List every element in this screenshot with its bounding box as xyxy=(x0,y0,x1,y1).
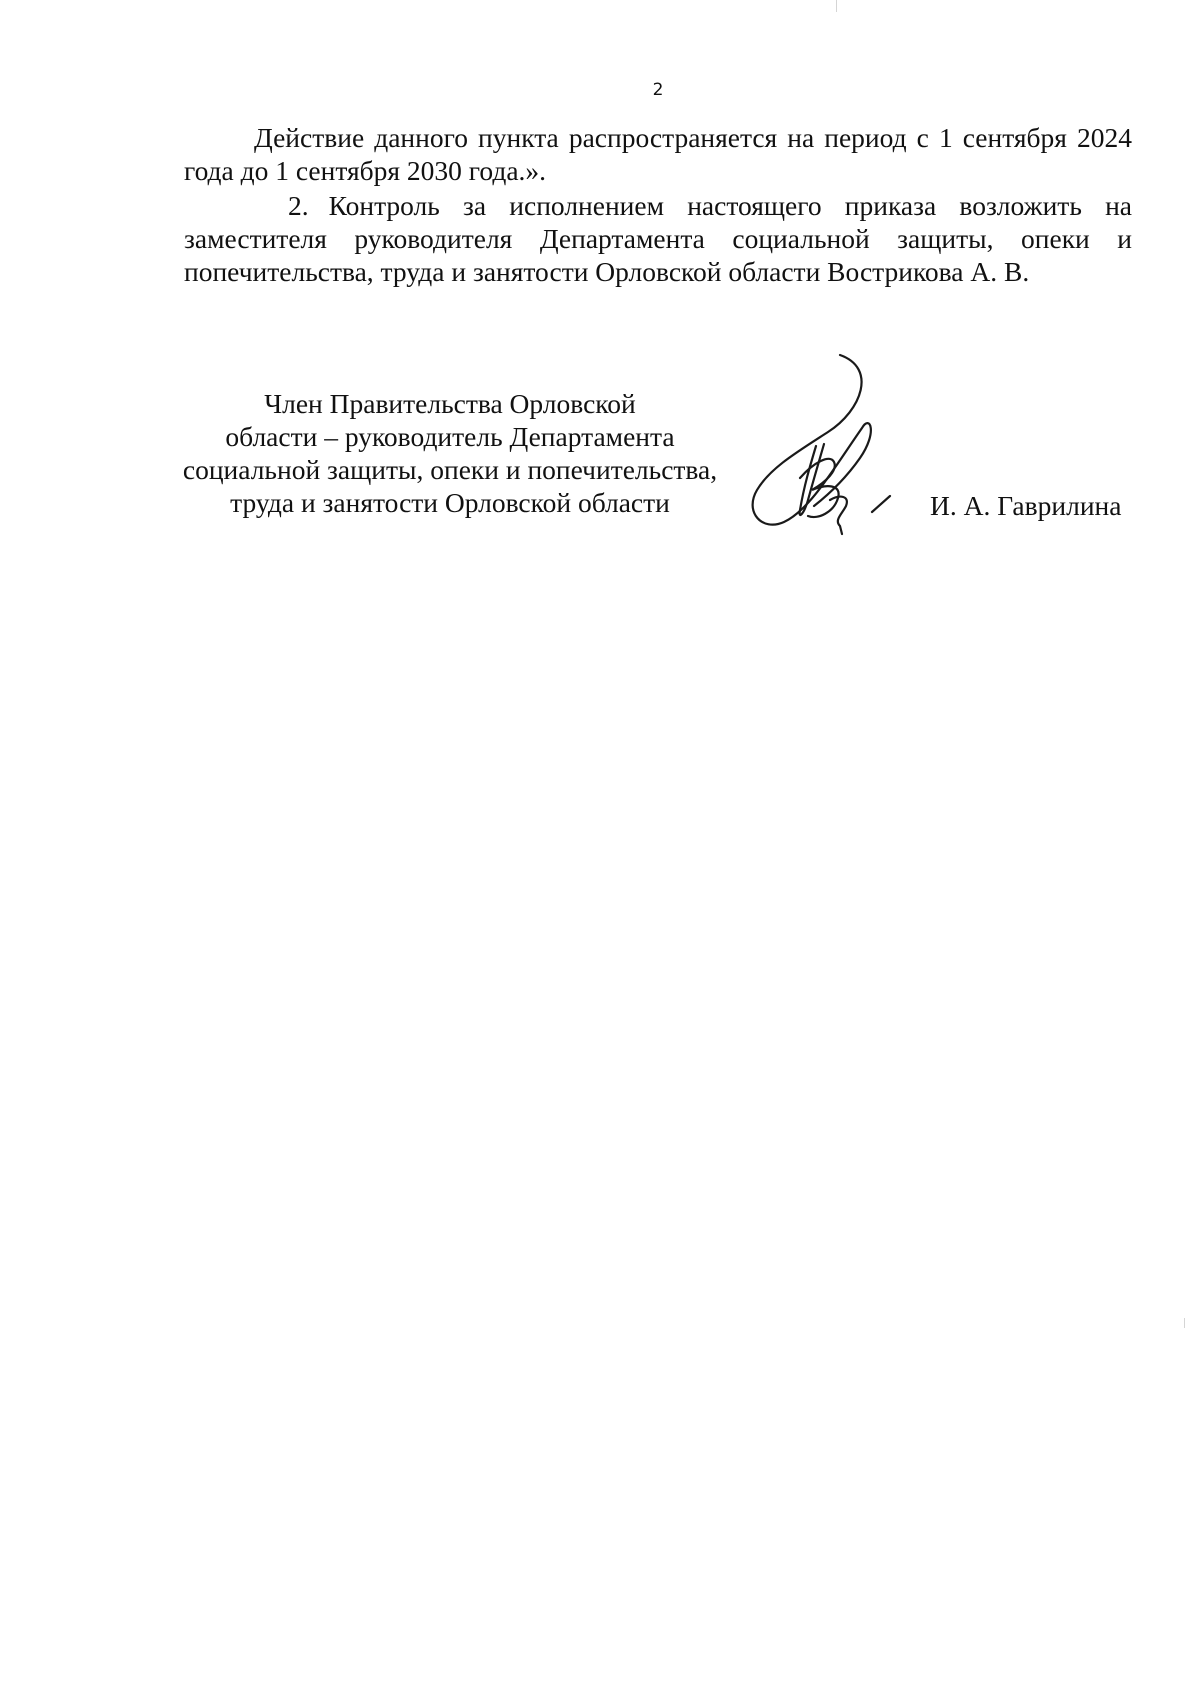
page-number: 2 xyxy=(652,80,664,100)
position-line-1: Член Правительства Орловской xyxy=(264,388,636,419)
position-line-2: области – руководитель Департамента xyxy=(225,421,675,452)
position-line-4: труда и занятости Орловской области xyxy=(230,487,670,518)
signatory-position xyxy=(160,387,740,519)
item-2-text: Контроль за исполнением настоящего приказа возложить на заместителя руководителя Департамента социальной защиты, опеки и попечительства, труда и занятости Орловской области Вострикова А. В. xyxy=(184,190,1132,287)
position-line-3: социальной защиты, опеки и попечительства, xyxy=(182,454,718,485)
paragraph-item-2 xyxy=(184,189,1132,288)
scan-artifact xyxy=(836,0,837,12)
document-body xyxy=(184,121,1132,288)
signatory-name: И. А. Гаврилина xyxy=(930,490,1122,521)
scan-artifact xyxy=(1184,1318,1185,1328)
handwritten-signature xyxy=(742,350,912,540)
paragraph-validity-period: Действие данного пункта распространяется на период с 1 сентября 2024 года до 1 сентября 2030 года.». xyxy=(184,122,1132,186)
item-number: 2. xyxy=(288,190,309,221)
